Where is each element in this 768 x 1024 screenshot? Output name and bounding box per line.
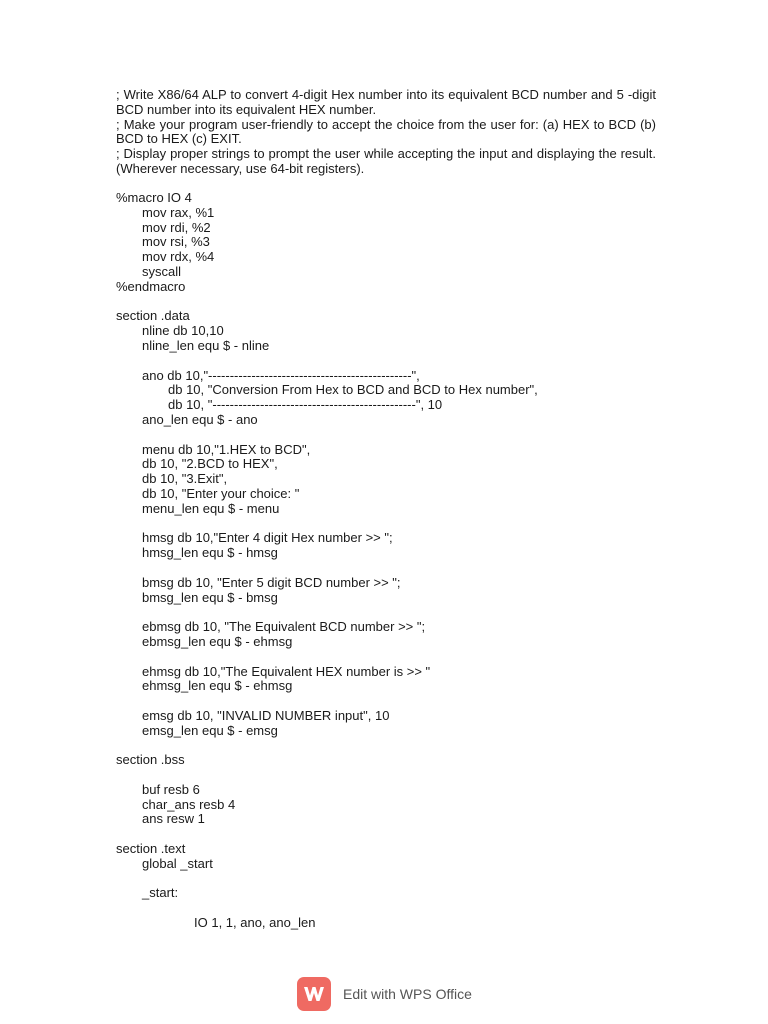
blank-line	[116, 694, 676, 709]
intro-line-1: ; Write X86/64 ALP to convert 4-digit Hex number into its equivalent BCD number and 5 -digit BCD number into its equivalent HEX number.	[116, 87, 656, 117]
blank-line	[116, 295, 676, 310]
wps-edit-link[interactable]: Edit with WPS Office	[343, 986, 472, 1002]
code-line: ebmsg db 10, "The Equivalent BCD number >> ";	[142, 619, 426, 635]
code-line: ehmsg db 10,"The Equivalent HEX number is >> "	[142, 663, 431, 679]
code-line: menu db 10,"1.HEX to BCD",	[142, 441, 311, 457]
blank-line	[116, 872, 676, 887]
code-line: emsg db 10, "INVALID NUMBER input", 10	[142, 707, 390, 723]
wps-edit-banner[interactable]	[297, 977, 472, 1011]
code-line: mov rdx, %4	[142, 249, 215, 265]
blank-line	[116, 650, 676, 665]
blank-line	[116, 768, 676, 783]
code-line: emsg_len equ $ - emsg	[142, 722, 278, 738]
code-line: section .data	[116, 308, 190, 324]
code-line: section .text	[116, 841, 186, 857]
assignment-description	[116, 88, 656, 177]
code-line: nline db 10,10	[142, 323, 224, 339]
code-line: mov rax, %1	[142, 204, 215, 220]
code-line: nline_len equ $ - nline	[142, 337, 270, 353]
code-line: %macro IO 4	[116, 190, 192, 205]
code-line: db 10, "Conversion From Hex to BCD and BCD to Hex number",	[168, 382, 538, 398]
code-line: ehmsg_len equ $ - ehmsg	[142, 678, 293, 694]
code-line: bmsg_len equ $ - bmsg	[142, 589, 278, 605]
code-block	[116, 191, 676, 931]
blank-line	[116, 354, 676, 369]
code-line: syscall	[142, 263, 182, 279]
code-line: bmsg db 10, "Enter 5 digit BCD number >> ";	[142, 574, 401, 590]
code-line: %endmacro	[116, 278, 186, 294]
code-line: mov rsi, %3	[142, 234, 210, 250]
blank-line	[116, 605, 676, 620]
blank-line	[116, 561, 676, 576]
code-line: char_ans resb 4	[142, 796, 236, 812]
blank-line	[116, 901, 676, 916]
blank-line	[116, 827, 676, 842]
code-line: section .bss	[116, 752, 185, 768]
code-line: db 10, "3.Exit",	[142, 471, 228, 487]
intro-line-2: ; Make your program user-friendly to accept the choice from the user for: (a) HEX to BCD (b) BCD to HEX (c) EXIT.	[116, 116, 656, 147]
code-line: buf resb 6	[142, 781, 200, 797]
code-line: db 10, "Enter your choice: "	[142, 485, 300, 501]
code-line: IO 1, 1, ano, ano_len	[194, 915, 316, 931]
code-line: global _start	[142, 855, 213, 871]
code-line: menu_len equ $ - menu	[142, 500, 280, 516]
blank-line	[116, 517, 676, 532]
code-line: ans resw 1	[142, 811, 205, 827]
wps-logo-icon[interactable]	[297, 977, 331, 1011]
code-line: mov rdi, %2	[142, 219, 211, 235]
code-line: hmsg_len equ $ - hmsg	[142, 545, 278, 561]
wps-w-glyph	[303, 985, 325, 1003]
intro-line-3: ; Display proper strings to prompt the user while accepting the input and displaying the result. (Wherever necessary, use 64-bit registers).	[116, 146, 656, 176]
code-line: _start:	[142, 885, 179, 901]
code-line: ebmsg_len equ $ - ehmsg	[142, 633, 293, 649]
code-line: db 10, "2.BCD to HEX",	[142, 456, 278, 472]
code-line: ano_len equ $ - ano	[142, 411, 258, 427]
blank-line	[116, 428, 676, 443]
code-line: hmsg db 10,"Enter 4 digit Hex number >> ";	[142, 530, 393, 546]
blank-line	[116, 738, 676, 753]
code-line: db 10, "-----------------------------------------------", 10	[168, 397, 443, 413]
code-line: ano db 10,"-----------------------------------------------",	[142, 367, 420, 383]
